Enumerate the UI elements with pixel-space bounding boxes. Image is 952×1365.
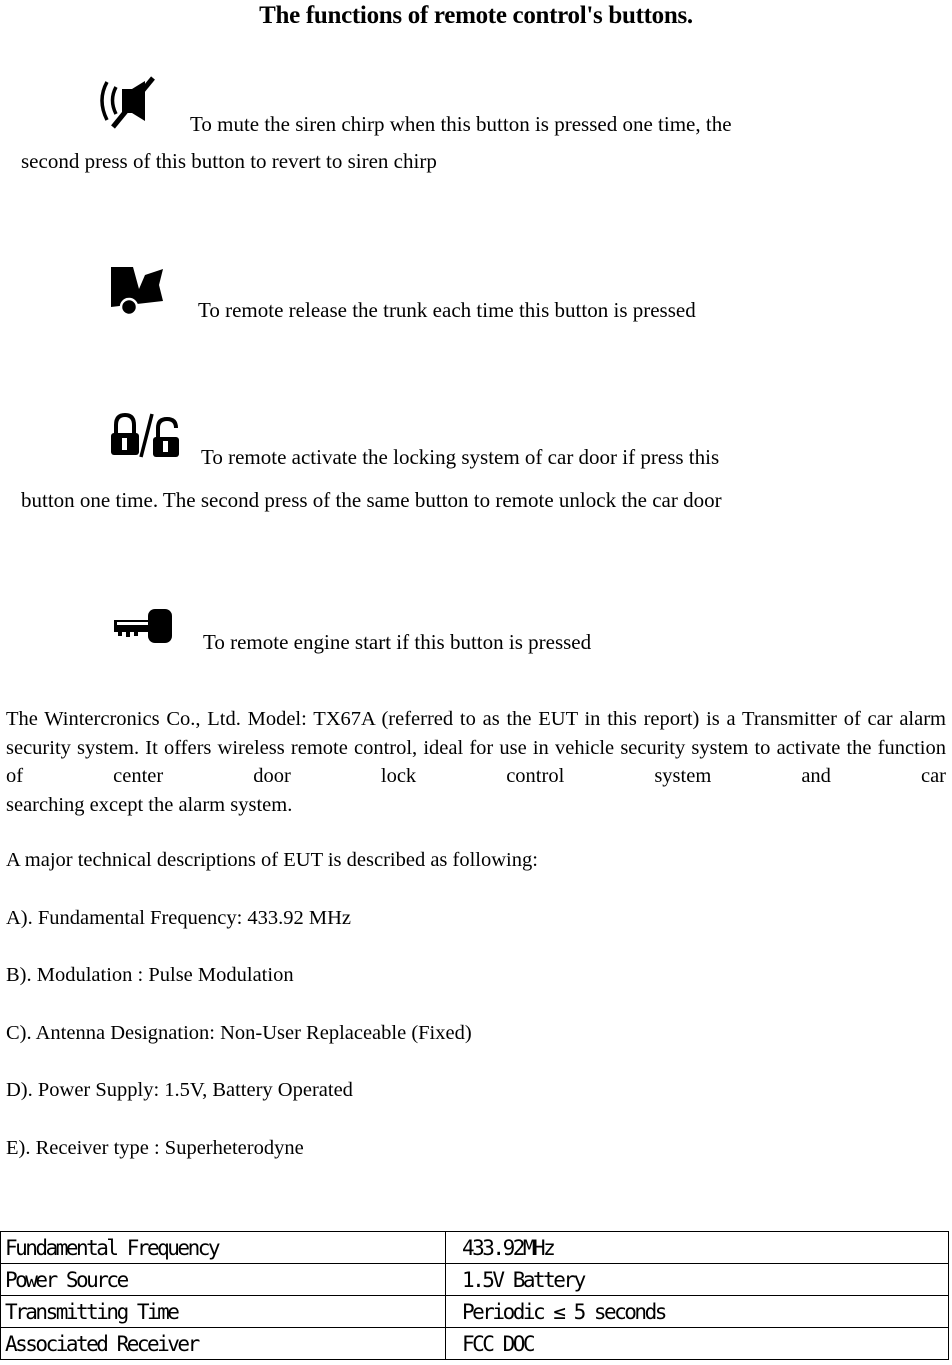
- table-row: [1, 1264, 949, 1296]
- table-row: [1, 1232, 949, 1264]
- eut-description-last-line: searching except the alarm system.: [6, 793, 293, 816]
- lock-unlock-icon: [108, 412, 182, 460]
- lock-button-description-1: To remote activate the locking system of car door if press this: [201, 445, 720, 469]
- spec-power-supply: D). Power Supply: 1.5V, Battery Operated: [6, 1079, 353, 1101]
- trunk-icon: [109, 265, 165, 315]
- table-cell-label: Associated Receiver: [1, 1328, 446, 1360]
- table-cell-label: Transmitting Time: [1, 1296, 446, 1328]
- spec-modulation: B). Modulation : Pulse Modulation: [6, 964, 294, 986]
- table-cell-label: Power Source: [1, 1264, 446, 1296]
- table-cell-value: Periodic ≤ 5 seconds: [446, 1296, 949, 1328]
- spec-fundamental-frequency: A). Fundamental Frequency: 433.92 MHz: [6, 907, 352, 929]
- table-cell-value: FCC DOC: [446, 1328, 949, 1360]
- eut-description: [6, 705, 946, 819]
- specs-intro: A major technical descriptions of EUT is described as following:: [6, 849, 538, 871]
- page-title: The functions of remote control's buttons.: [259, 2, 693, 29]
- spec-antenna: C). Antenna Designation: Non-User Replaceable (Fixed): [6, 1022, 472, 1044]
- engine-start-button-description: To remote engine start if this button is pressed: [203, 630, 592, 654]
- key-icon: [110, 605, 174, 649]
- table-cell-label: Fundamental Frequency: [1, 1232, 446, 1264]
- summary-table: [0, 1231, 949, 1360]
- eut-description-body: The Wintercronics Co., Ltd. Model: TX67A (referred to as the EUT in this report) is a Transmitter of car alarm security system. It offers wireless remote control, ideal for use in vehicle security system to activate the function of center door lock control system and car: [6, 708, 946, 787]
- mute-button-description-1: To mute the siren chirp when this button is pressed one time, the: [190, 112, 732, 136]
- mute-siren-icon: [95, 74, 161, 130]
- spec-receiver-type: E). Receiver type : Superheterodyne: [6, 1137, 304, 1159]
- trunk-button-description: To remote release the trunk each time this button is pressed: [198, 298, 696, 322]
- lock-button-description-2: button one time. The second press of the same button to remote unlock the car door: [21, 488, 722, 512]
- table-row: [1, 1296, 949, 1328]
- table-cell-value: 1.5V Battery: [446, 1264, 949, 1296]
- mute-button-description-2: second press of this button to revert to siren chirp: [21, 149, 437, 173]
- table-cell-value: 433.92MHz: [446, 1232, 949, 1264]
- table-row: [1, 1328, 949, 1360]
